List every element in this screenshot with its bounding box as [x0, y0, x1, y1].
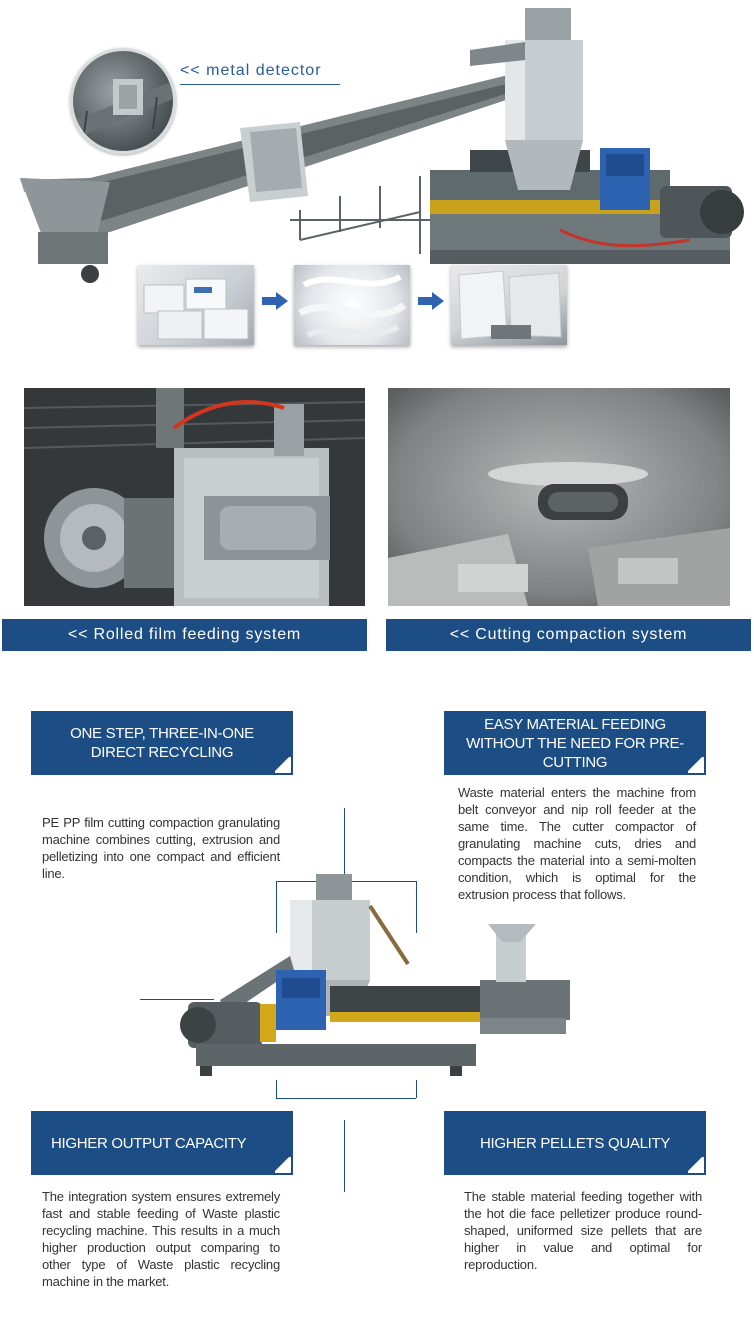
rolled-film-feeding-caption: << Rolled film feeding system — [2, 619, 367, 651]
metal-detector-label: << metal detector — [180, 62, 322, 79]
feature-description: PE PP film cutting compaction granulating machine combines cutting, extrusion and pelletizing into one compact and efficient line. — [42, 815, 280, 881]
feature-title-box — [31, 711, 293, 775]
corner-triangle-icon — [688, 757, 704, 773]
feature-title: EASY MATERIAL FEEDING WITHOUT THE NEED FOR PRE-CUTTING — [466, 715, 684, 771]
shredded-film-sample-image — [294, 265, 410, 345]
feature-title: HIGHER OUTPUT CAPACITY — [51, 1134, 247, 1152]
clean-film-photo-icon — [451, 265, 567, 345]
feature-title: HIGHER PELLETS QUALITY — [479, 1134, 671, 1152]
cutting-compaction-caption: << Cutting compaction system — [386, 619, 751, 651]
cutter-chamber-illustration — [388, 388, 730, 606]
corner-triangle-icon — [275, 1157, 291, 1173]
feature-title-box — [31, 1111, 293, 1175]
corner-triangle-icon — [275, 757, 291, 773]
feeding-machine-illustration — [24, 388, 365, 606]
film-photo-icon — [294, 265, 410, 345]
feature-title-box — [444, 1111, 706, 1175]
guide-line — [344, 1120, 345, 1192]
feature-title: ONE STEP, THREE-IN-ONE DIRECT RECYCLING — [70, 725, 254, 761]
detector-photo-icon — [73, 51, 173, 151]
guide-line — [276, 1098, 416, 1099]
feature-description: The stable material feeding together with the hot die face pelletizer produce round-shaped, uniformed size pellets that are higher in value and optimal for reproduction. — [464, 1189, 702, 1272]
metal-detector-closeup-image — [70, 48, 176, 154]
granulating-machine-illustration — [180, 860, 580, 1090]
corner-triangle-icon — [688, 1157, 704, 1173]
feature-description: Waste material enters the machine from belt conveyor and nip roll feeder at the same time. The cutter compactor of granulating machine cuts, dries and compacts the material into a semi-molten condition, which is optimal for the extrusion process that follows. — [458, 785, 696, 902]
hero-section — [0, 0, 754, 360]
raw-bags-sample-image — [138, 265, 254, 345]
arrow-right-icon — [418, 292, 444, 310]
bags-photo-icon — [138, 265, 254, 345]
feature-title-box — [444, 711, 706, 775]
rolled-film-feeding-photo — [24, 388, 365, 606]
cutting-compaction-photo — [388, 388, 730, 606]
feature-description: The integration system ensures extremely fast and stable feeding of Waste plastic recycling machine. This results in a much higher production output comparing to other type of Waste plastic recycling machine in the market. — [42, 1189, 280, 1289]
label-underline — [180, 84, 340, 85]
clean-film-sample-image — [451, 265, 567, 345]
arrow-right-icon — [262, 292, 288, 310]
